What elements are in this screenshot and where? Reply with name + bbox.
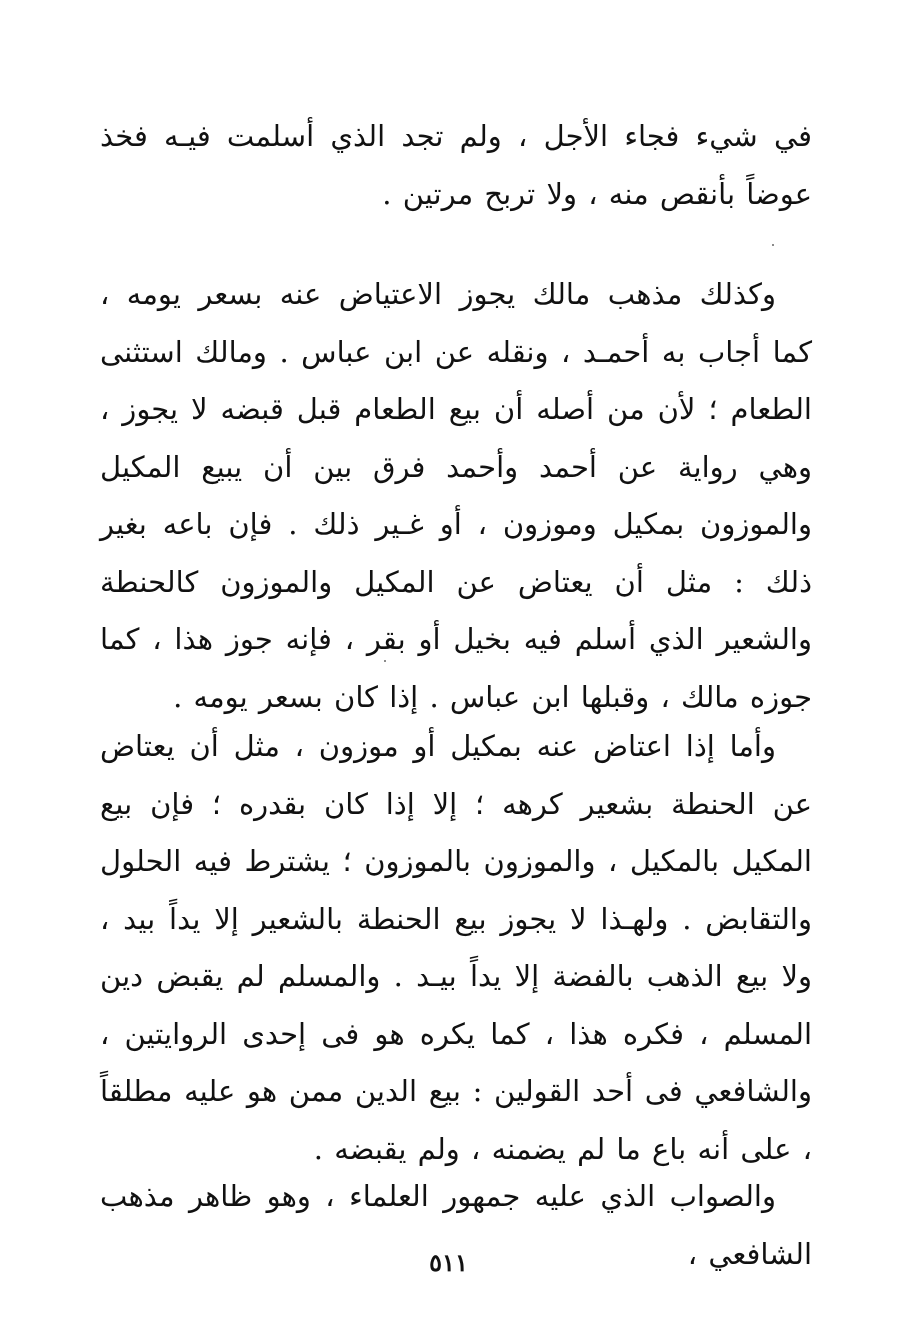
paragraph-4: والصواب الذي عليه جمهور العلماء ، وهو ظاهر مذهب الشافعي ، [100, 1179, 812, 1271]
scan-speck [772, 244, 774, 246]
page-number: ٥١١ [429, 1248, 468, 1277]
paragraph-2: وكذلك مذهب مالك يجوز الاعتياض عنه بسعر يومه ، كما أجاب به أحمـد ، ونقله عن ابن عباس . ومالك استثنى الطعام ؛ لأن من أصله أن بيع الطعام قبل قبضه لا يجوز ، وهي رواية عن أحمد وأحمد فرق بين أن يبيع المكيل والموزون بمكيل وموزون ، أو غـير ذلك . فإن باعه بغير ذلك : مثل أن يعتاض عن المكيل والموزون كالحنطة والشعير الذي أسلم فيه بخيل أو بقر ، فإنه جوز هذا ، كما جوزه مالك ، وقبلها ابن عباس . إذا كان بسعر يومه . [100, 277, 812, 714]
paragraph-1: في شيء فجاء الأجل ، ولم تجد الذي أسلمت فيـه فخذ عوضاً بأنقص منه ، ولا تربح مرتين . [100, 119, 812, 211]
paragraph-3: وأما إذا اعتاض عنه بمكيل أو موزون ، مثل أن يعتاض عن الحنطة بشعير كرهه ؛ إلا إذا كان بقدره ؛ فإن بيع المكيل بالمكيل ، والموزون بالموزون ؛ يشترط فيه الحلول والتقابض . ولهـذا لا يجوز بيع الحنطة بالشعير إلا يداً بيد ، ولا بيع الذهب بالفضة إلا يداً بيـد . والمسلم لم يقبض دين المسلم ، فكره هذا ، كما يكره هو فى إحدى الروايتين ، والشافعي فى أحد القولين : بيع الدين ممن هو عليه مطلقاً ، على أنه باع ما لم يضمنه ، ولم يقبضه . [100, 729, 812, 1166]
scan-speck [384, 660, 386, 662]
